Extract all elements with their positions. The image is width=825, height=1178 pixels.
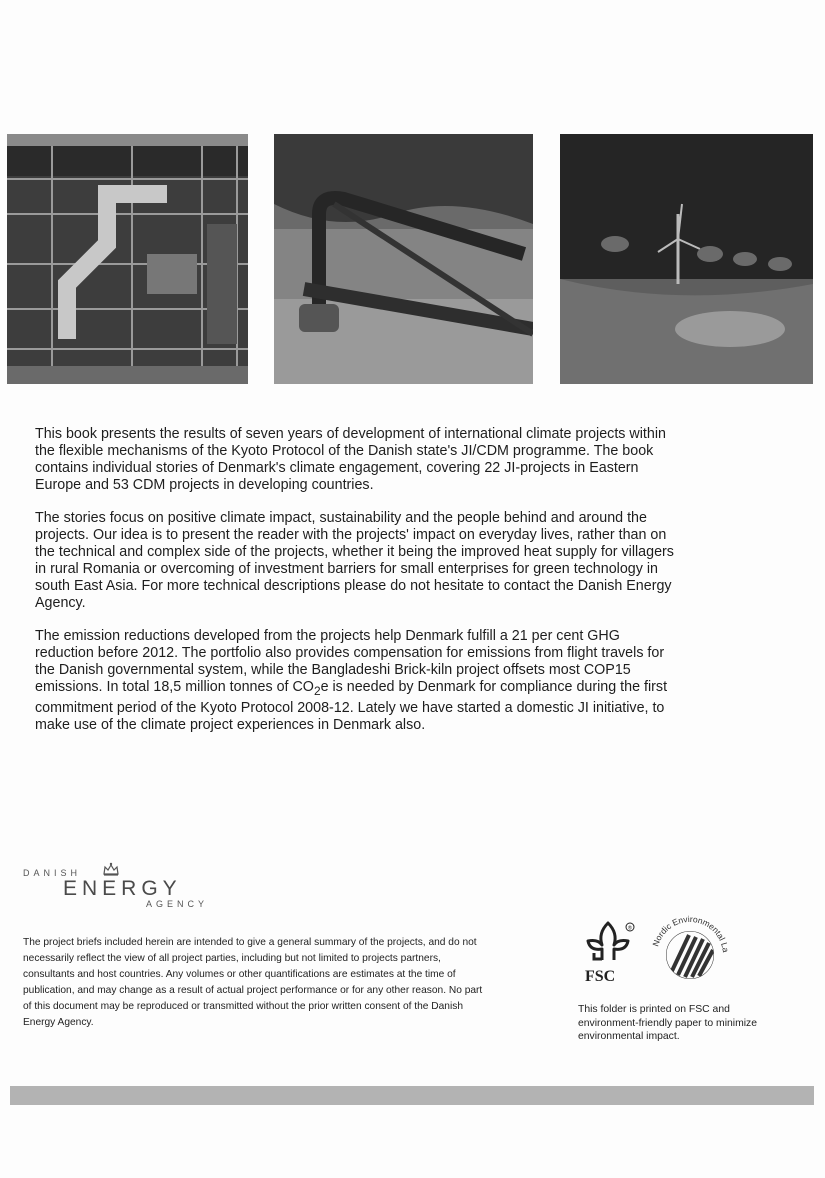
registered-mark: ® (628, 925, 632, 932)
intro-paragraph-3 (35, 628, 675, 734)
co2-subscript: 2 (313, 683, 321, 698)
fsc-label: FSC (585, 968, 616, 985)
nordic-swan-label-logo (645, 905, 735, 995)
danish-energy-agency-logo (23, 862, 223, 912)
crown-icon (103, 862, 119, 876)
intro-paragraph-1: This book presents the results of seven years of development of international climate projects within the flexible mechanisms of the Kyoto Protocol of the Danish state's JI/CDM programme. The book contains individual stories of Denmark's climate engagement, covering 22 JI-projects in Eastern Europe and 53 CDM projects in developing countries. (35, 426, 666, 493)
footer-bar (10, 1086, 814, 1105)
paragraph-3-part-1: The emission reductions developed from the projects help Denmark fulfill a 21 per cent GHG reduction before 2012. The portfolio also provides compensation for emissions from flight travels for the Danish governmental system, while the Bangladeshi Brick-kiln project offsets most COP15 emissions. In total 18,5 million tonnes of CO (35, 628, 665, 695)
nordic-label-text: Nordic Environmental La (650, 913, 731, 954)
intro-paragraph-2: The stories focus on positive climate impact, sustainability and the people behind and around the projects. Our idea is to present the reader with the projects' impact on everyday lives, rather than on the technical and complex side of the projects, whether it being the improved heat supply for villagers in rural Romania or overcoming of investment barriers for small enterprises for green technology in south East Asia. For more technical descriptions please do not hesitate to contact the Danish Energy Agency. (35, 510, 674, 611)
fsc-paper-note: This folder is printed on FSC and environment-friendly paper to minimize environmental impact. (578, 1004, 758, 1042)
fsc-logo (580, 915, 640, 990)
disclaimer-text: The project briefs included herein are intended to give a general summary of the projects, and do not necessarily reflect the view of all project parties, including but not limited to projects partners, consultants and host countries. Any volumes or other quantifications are estimates at the time of publication, and may change as a result of actual project performance or for any other reason. No part of this document may be reproduced or transmitted without the prior written consent of the Danish Energy Agency. (23, 937, 483, 1028)
wind-turbine-camels-photo (560, 134, 813, 384)
paragraph-3-part-2: e is needed by Denmark for compliance during the first commitment period of the Kyoto Protocol 2008-12. Lately we have started a domestic JI initiative, to make use of the climate project experiences in Denmark also. (35, 679, 668, 733)
logo-agency-text: AGENCY (146, 899, 209, 909)
logo-energy-text: ENERGY (63, 877, 182, 900)
biogas-pipes-photo (274, 134, 533, 384)
logo-danish-text: DANISH (23, 868, 82, 878)
power-plant-photo (7, 134, 248, 384)
